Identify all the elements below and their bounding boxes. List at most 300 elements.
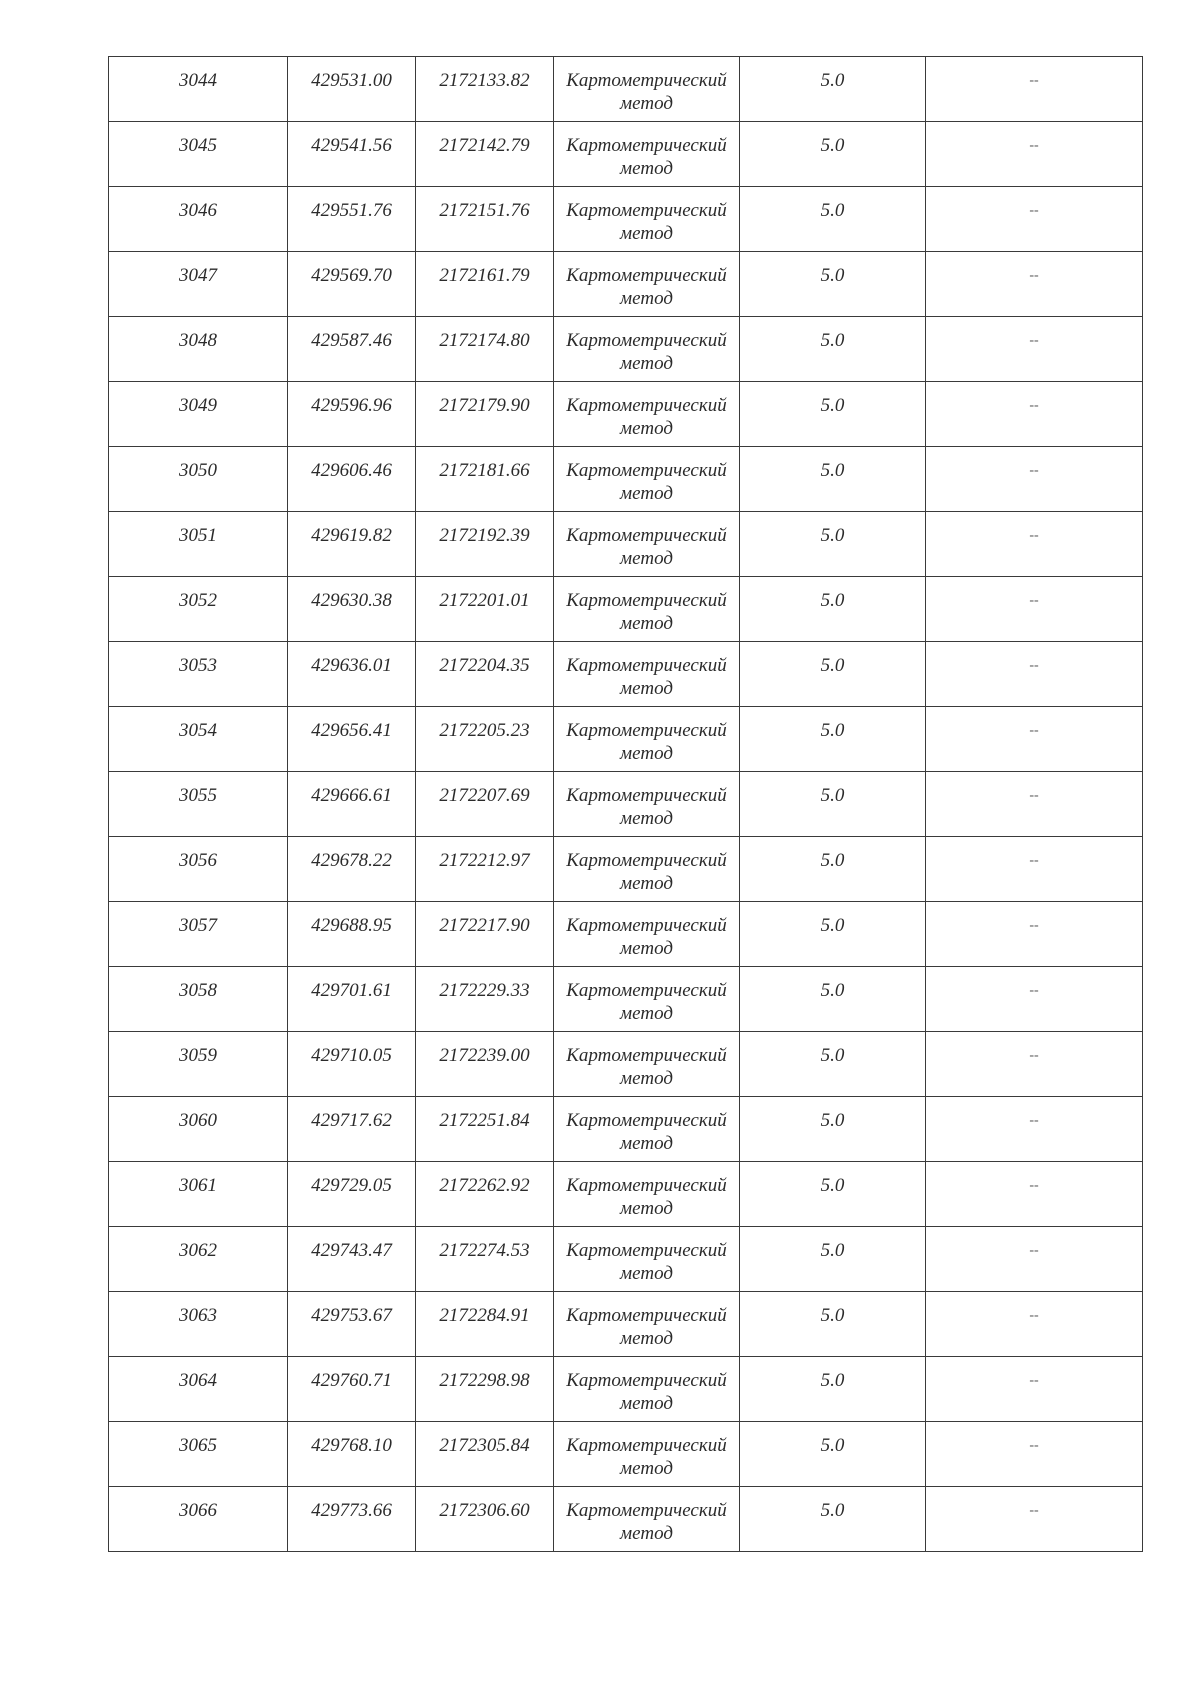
point-number: 3056 — [179, 850, 217, 871]
method-line-2: метод — [620, 808, 673, 829]
method-line-2: метод — [620, 1328, 673, 1349]
precision-cell — [740, 1032, 926, 1097]
note-cell — [926, 707, 1143, 772]
point-number: 3051 — [179, 525, 217, 546]
point-number: 3055 — [179, 785, 217, 806]
point-number-cell — [109, 1032, 288, 1097]
method-cell — [554, 1097, 740, 1162]
method-line-1: Картометрический — [566, 655, 727, 676]
method-cell — [554, 1032, 740, 1097]
precision-cell — [740, 1097, 926, 1162]
y-coordinate: 2172179.90 — [439, 395, 530, 416]
precision-cell — [740, 382, 926, 447]
point-number: 3058 — [179, 980, 217, 1001]
precision-cell — [740, 837, 926, 902]
x-coordinate-cell — [288, 707, 416, 772]
point-number-cell — [109, 1357, 288, 1422]
method-text — [554, 382, 739, 440]
method-line-2: метод — [620, 613, 673, 634]
precision-cell — [740, 577, 926, 642]
precision-value: 5.0 — [820, 265, 845, 286]
table-row — [109, 642, 1143, 707]
y-coordinate-cell — [416, 967, 554, 1032]
y-coordinate-cell — [416, 772, 554, 837]
precision-value: 5.0 — [820, 720, 845, 741]
point-number-cell — [109, 187, 288, 252]
y-coordinate: 2172192.39 — [439, 525, 530, 546]
y-coordinate: 2172207.69 — [439, 785, 530, 806]
x-coordinate-cell — [288, 1422, 416, 1487]
method-line-1: Картометрический — [566, 1500, 727, 1521]
precision-value: 5.0 — [820, 1435, 845, 1456]
method-text — [554, 1292, 739, 1350]
note-value: -- — [1029, 918, 1039, 933]
x-coordinate: 429587.46 — [311, 330, 392, 351]
method-line-2: метод — [620, 1003, 673, 1024]
y-coordinate: 2172181.66 — [439, 460, 530, 481]
y-coordinate-cell — [416, 317, 554, 382]
method-cell — [554, 187, 740, 252]
y-coordinate: 2172212.97 — [439, 850, 530, 871]
table-row — [109, 1357, 1143, 1422]
x-coordinate: 429606.46 — [311, 460, 392, 481]
x-coordinate-cell — [288, 252, 416, 317]
method-text — [554, 1227, 739, 1285]
note-value: -- — [1029, 463, 1039, 478]
point-number-cell — [109, 447, 288, 512]
method-line-2: метод — [620, 353, 673, 374]
y-coordinate: 2172274.53 — [439, 1240, 530, 1261]
method-line-2: метод — [620, 158, 673, 179]
precision-cell — [740, 252, 926, 317]
y-coordinate-cell — [416, 382, 554, 447]
point-number: 3062 — [179, 1240, 217, 1261]
note-value: -- — [1029, 203, 1039, 218]
x-coordinate: 429630.38 — [311, 590, 392, 611]
precision-value: 5.0 — [820, 1110, 845, 1131]
table-row — [109, 902, 1143, 967]
x-coordinate: 429656.41 — [311, 720, 392, 741]
method-line-1: Картометрический — [566, 980, 727, 1001]
x-coordinate-cell — [288, 317, 416, 382]
point-number: 3063 — [179, 1305, 217, 1326]
precision-value: 5.0 — [820, 525, 845, 546]
precision-cell — [740, 1357, 926, 1422]
y-coordinate-cell — [416, 447, 554, 512]
point-number: 3054 — [179, 720, 217, 741]
note-value: -- — [1029, 1373, 1039, 1388]
x-coordinate: 429569.70 — [311, 265, 392, 286]
method-line-1: Картометрический — [566, 265, 727, 286]
table-row — [109, 1162, 1143, 1227]
note-cell — [926, 1227, 1143, 1292]
x-coordinate-cell — [288, 642, 416, 707]
precision-value: 5.0 — [820, 1175, 845, 1196]
point-number: 3048 — [179, 330, 217, 351]
y-coordinate: 2172204.35 — [439, 655, 530, 676]
method-line-1: Картометрический — [566, 1435, 727, 1456]
note-value: -- — [1029, 73, 1039, 88]
note-cell — [926, 967, 1143, 1032]
method-line-2: метод — [620, 938, 673, 959]
y-coordinate: 2172217.90 — [439, 915, 530, 936]
precision-cell — [740, 187, 926, 252]
method-cell — [554, 1162, 740, 1227]
note-value: -- — [1029, 1243, 1039, 1258]
method-text — [554, 187, 739, 245]
y-coordinate-cell — [416, 1422, 554, 1487]
method-text — [554, 317, 739, 375]
x-coordinate: 429717.62 — [311, 1110, 392, 1131]
method-cell — [554, 642, 740, 707]
y-coordinate: 2172305.84 — [439, 1435, 530, 1456]
point-number-cell — [109, 577, 288, 642]
x-coordinate-cell — [288, 1487, 416, 1552]
method-text — [554, 772, 739, 830]
method-cell — [554, 1227, 740, 1292]
x-coordinate-cell — [288, 1097, 416, 1162]
point-number-cell — [109, 122, 288, 187]
table-row — [109, 837, 1143, 902]
note-value: -- — [1029, 658, 1039, 673]
method-cell — [554, 837, 740, 902]
y-coordinate-cell — [416, 642, 554, 707]
method-text — [554, 122, 739, 180]
method-text — [554, 902, 739, 960]
note-cell — [926, 1487, 1143, 1552]
point-number-cell — [109, 772, 288, 837]
x-coordinate-cell — [288, 577, 416, 642]
method-text — [554, 252, 739, 310]
method-text — [554, 1032, 739, 1090]
x-coordinate-cell — [288, 1227, 416, 1292]
y-coordinate: 2172306.60 — [439, 1500, 530, 1521]
x-coordinate-cell — [288, 772, 416, 837]
note-value: -- — [1029, 268, 1039, 283]
table-row — [109, 1032, 1143, 1097]
x-coordinate-cell — [288, 1032, 416, 1097]
x-coordinate: 429701.61 — [311, 980, 392, 1001]
x-coordinate: 429768.10 — [311, 1435, 392, 1456]
method-text — [554, 1422, 739, 1480]
method-line-2: метод — [620, 743, 673, 764]
note-value: -- — [1029, 333, 1039, 348]
x-coordinate-cell — [288, 187, 416, 252]
y-coordinate-cell — [416, 577, 554, 642]
method-line-1: Картометрический — [566, 590, 727, 611]
method-cell — [554, 252, 740, 317]
table-row — [109, 967, 1143, 1032]
y-coordinate: 2172133.82 — [439, 70, 530, 91]
point-number-cell — [109, 252, 288, 317]
precision-cell — [740, 512, 926, 577]
point-number: 3057 — [179, 915, 217, 936]
point-number: 3066 — [179, 1500, 217, 1521]
method-line-2: метод — [620, 1458, 673, 1479]
table-row — [109, 122, 1143, 187]
note-cell — [926, 837, 1143, 902]
point-number: 3053 — [179, 655, 217, 676]
y-coordinate-cell — [416, 1357, 554, 1422]
x-coordinate: 429551.76 — [311, 200, 392, 221]
note-value: -- — [1029, 398, 1039, 413]
note-cell — [926, 122, 1143, 187]
method-line-1: Картометрический — [566, 1305, 727, 1326]
y-coordinate-cell — [416, 252, 554, 317]
method-text — [554, 1097, 739, 1155]
method-cell — [554, 772, 740, 837]
note-value: -- — [1029, 983, 1039, 998]
method-cell — [554, 967, 740, 1032]
point-number-cell — [109, 1487, 288, 1552]
note-value: -- — [1029, 1438, 1039, 1453]
x-coordinate: 429541.56 — [311, 135, 392, 156]
x-coordinate-cell — [288, 837, 416, 902]
precision-cell — [740, 1487, 926, 1552]
point-number: 3065 — [179, 1435, 217, 1456]
method-line-2: метод — [620, 1068, 673, 1089]
y-coordinate-cell — [416, 1162, 554, 1227]
x-coordinate: 429619.82 — [311, 525, 392, 546]
precision-cell — [740, 447, 926, 512]
note-cell — [926, 447, 1143, 512]
point-number: 3049 — [179, 395, 217, 416]
y-coordinate: 2172284.91 — [439, 1305, 530, 1326]
method-cell — [554, 1292, 740, 1357]
precision-value: 5.0 — [820, 1045, 845, 1066]
point-number-cell — [109, 642, 288, 707]
x-coordinate: 429743.47 — [311, 1240, 392, 1261]
method-line-1: Картометрический — [566, 785, 727, 806]
point-number-cell — [109, 967, 288, 1032]
y-coordinate-cell — [416, 1032, 554, 1097]
x-coordinate: 429678.22 — [311, 850, 392, 871]
point-number-cell — [109, 317, 288, 382]
y-coordinate: 2172229.33 — [439, 980, 530, 1001]
method-line-2: метод — [620, 548, 673, 569]
method-line-2: метод — [620, 483, 673, 504]
method-cell — [554, 57, 740, 122]
x-coordinate-cell — [288, 382, 416, 447]
y-coordinate-cell — [416, 1487, 554, 1552]
y-coordinate-cell — [416, 57, 554, 122]
method-text — [554, 447, 739, 505]
method-line-1: Картометрический — [566, 395, 727, 416]
note-cell — [926, 902, 1143, 967]
method-text — [554, 837, 739, 895]
x-coordinate-cell — [288, 902, 416, 967]
y-coordinate: 2172205.23 — [439, 720, 530, 741]
precision-value: 5.0 — [820, 1500, 845, 1521]
method-line-1: Картометрический — [566, 70, 727, 91]
y-coordinate: 2172239.00 — [439, 1045, 530, 1066]
x-coordinate: 429729.05 — [311, 1175, 392, 1196]
point-number: 3046 — [179, 200, 217, 221]
note-cell — [926, 1097, 1143, 1162]
x-coordinate-cell — [288, 122, 416, 187]
table-row — [109, 1097, 1143, 1162]
point-number-cell — [109, 1162, 288, 1227]
table-row — [109, 707, 1143, 772]
y-coordinate-cell — [416, 122, 554, 187]
method-cell — [554, 382, 740, 447]
method-cell — [554, 317, 740, 382]
note-value: -- — [1029, 1503, 1039, 1518]
method-line-2: метод — [620, 678, 673, 699]
y-coordinate-cell — [416, 902, 554, 967]
point-number-cell — [109, 57, 288, 122]
note-cell — [926, 1357, 1143, 1422]
precision-cell — [740, 772, 926, 837]
x-coordinate-cell — [288, 57, 416, 122]
method-line-1: Картометрический — [566, 850, 727, 871]
x-coordinate: 429753.67 — [311, 1305, 392, 1326]
precision-cell — [740, 642, 926, 707]
method-text — [554, 577, 739, 635]
method-line-1: Картометрический — [566, 1370, 727, 1391]
x-coordinate-cell — [288, 1357, 416, 1422]
method-text — [554, 707, 739, 765]
precision-value: 5.0 — [820, 980, 845, 1001]
method-cell — [554, 447, 740, 512]
coordinates-table-body — [109, 57, 1143, 1552]
note-value: -- — [1029, 723, 1039, 738]
note-value: -- — [1029, 138, 1039, 153]
method-line-2: метод — [620, 288, 673, 309]
table-row — [109, 382, 1143, 447]
method-text — [554, 642, 739, 700]
method-line-1: Картометрический — [566, 135, 727, 156]
note-cell — [926, 1162, 1143, 1227]
point-number: 3064 — [179, 1370, 217, 1391]
precision-value: 5.0 — [820, 915, 845, 936]
y-coordinate-cell — [416, 1292, 554, 1357]
precision-value: 5.0 — [820, 460, 845, 481]
x-coordinate: 429636.01 — [311, 655, 392, 676]
point-number-cell — [109, 1422, 288, 1487]
note-cell — [926, 187, 1143, 252]
table-row — [109, 1292, 1143, 1357]
x-coordinate: 429773.66 — [311, 1500, 392, 1521]
y-coordinate-cell — [416, 512, 554, 577]
precision-cell — [740, 707, 926, 772]
y-coordinate: 2172151.76 — [439, 200, 530, 221]
point-number-cell — [109, 1292, 288, 1357]
method-line-2: метод — [620, 1198, 673, 1219]
method-line-1: Картометрический — [566, 720, 727, 741]
method-line-1: Картометрический — [566, 1045, 727, 1066]
point-number: 3059 — [179, 1045, 217, 1066]
point-number-cell — [109, 1227, 288, 1292]
point-number: 3047 — [179, 265, 217, 286]
method-text — [554, 1162, 739, 1220]
table-row — [109, 1422, 1143, 1487]
x-coordinate: 429710.05 — [311, 1045, 392, 1066]
x-coordinate-cell — [288, 447, 416, 512]
precision-cell — [740, 1292, 926, 1357]
method-line-2: метод — [620, 1263, 673, 1284]
y-coordinate-cell — [416, 707, 554, 772]
precision-cell — [740, 967, 926, 1032]
precision-value: 5.0 — [820, 70, 845, 91]
note-cell — [926, 1422, 1143, 1487]
method-text — [554, 57, 739, 115]
y-coordinate-cell — [416, 187, 554, 252]
method-text — [554, 967, 739, 1025]
method-line-2: метод — [620, 873, 673, 894]
precision-value: 5.0 — [820, 135, 845, 156]
table-row — [109, 252, 1143, 317]
y-coordinate: 2172251.84 — [439, 1110, 530, 1131]
point-number: 3044 — [179, 70, 217, 91]
point-number-cell — [109, 902, 288, 967]
x-coordinate-cell — [288, 1162, 416, 1227]
precision-value: 5.0 — [820, 1240, 845, 1261]
y-coordinate: 2172161.79 — [439, 265, 530, 286]
precision-value: 5.0 — [820, 850, 845, 871]
precision-cell — [740, 122, 926, 187]
note-cell — [926, 1032, 1143, 1097]
precision-value: 5.0 — [820, 785, 845, 806]
method-line-2: метод — [620, 1393, 673, 1414]
method-cell — [554, 902, 740, 967]
table-row — [109, 772, 1143, 837]
point-number-cell — [109, 382, 288, 447]
method-line-2: метод — [620, 418, 673, 439]
method-line-1: Картометрический — [566, 525, 727, 546]
point-number-cell — [109, 512, 288, 577]
coordinates-table — [108, 56, 1143, 1552]
method-text — [554, 512, 739, 570]
note-cell — [926, 57, 1143, 122]
point-number: 3061 — [179, 1175, 217, 1196]
table-row — [109, 447, 1143, 512]
precision-cell — [740, 1422, 926, 1487]
precision-value: 5.0 — [820, 1305, 845, 1326]
precision-value: 5.0 — [820, 1370, 845, 1391]
x-coordinate-cell — [288, 512, 416, 577]
precision-cell — [740, 317, 926, 382]
y-coordinate: 2172262.92 — [439, 1175, 530, 1196]
method-line-2: метод — [620, 1523, 673, 1544]
note-cell — [926, 577, 1143, 642]
method-line-1: Картометрический — [566, 1110, 727, 1131]
method-cell — [554, 707, 740, 772]
method-line-1: Картометрический — [566, 460, 727, 481]
note-cell — [926, 512, 1143, 577]
x-coordinate-cell — [288, 967, 416, 1032]
precision-cell — [740, 902, 926, 967]
x-coordinate: 429760.71 — [311, 1370, 392, 1391]
note-value: -- — [1029, 788, 1039, 803]
note-value: -- — [1029, 528, 1039, 543]
y-coordinate: 2172142.79 — [439, 135, 530, 156]
point-number-cell — [109, 1097, 288, 1162]
precision-value: 5.0 — [820, 655, 845, 676]
precision-value: 5.0 — [820, 590, 845, 611]
method-cell — [554, 577, 740, 642]
precision-cell — [740, 1227, 926, 1292]
point-number-cell — [109, 837, 288, 902]
note-cell — [926, 382, 1143, 447]
y-coordinate-cell — [416, 837, 554, 902]
y-coordinate: 2172298.98 — [439, 1370, 530, 1391]
precision-cell — [740, 57, 926, 122]
point-number: 3060 — [179, 1110, 217, 1131]
note-value: -- — [1029, 1178, 1039, 1193]
method-text — [554, 1357, 739, 1415]
point-number: 3052 — [179, 590, 217, 611]
